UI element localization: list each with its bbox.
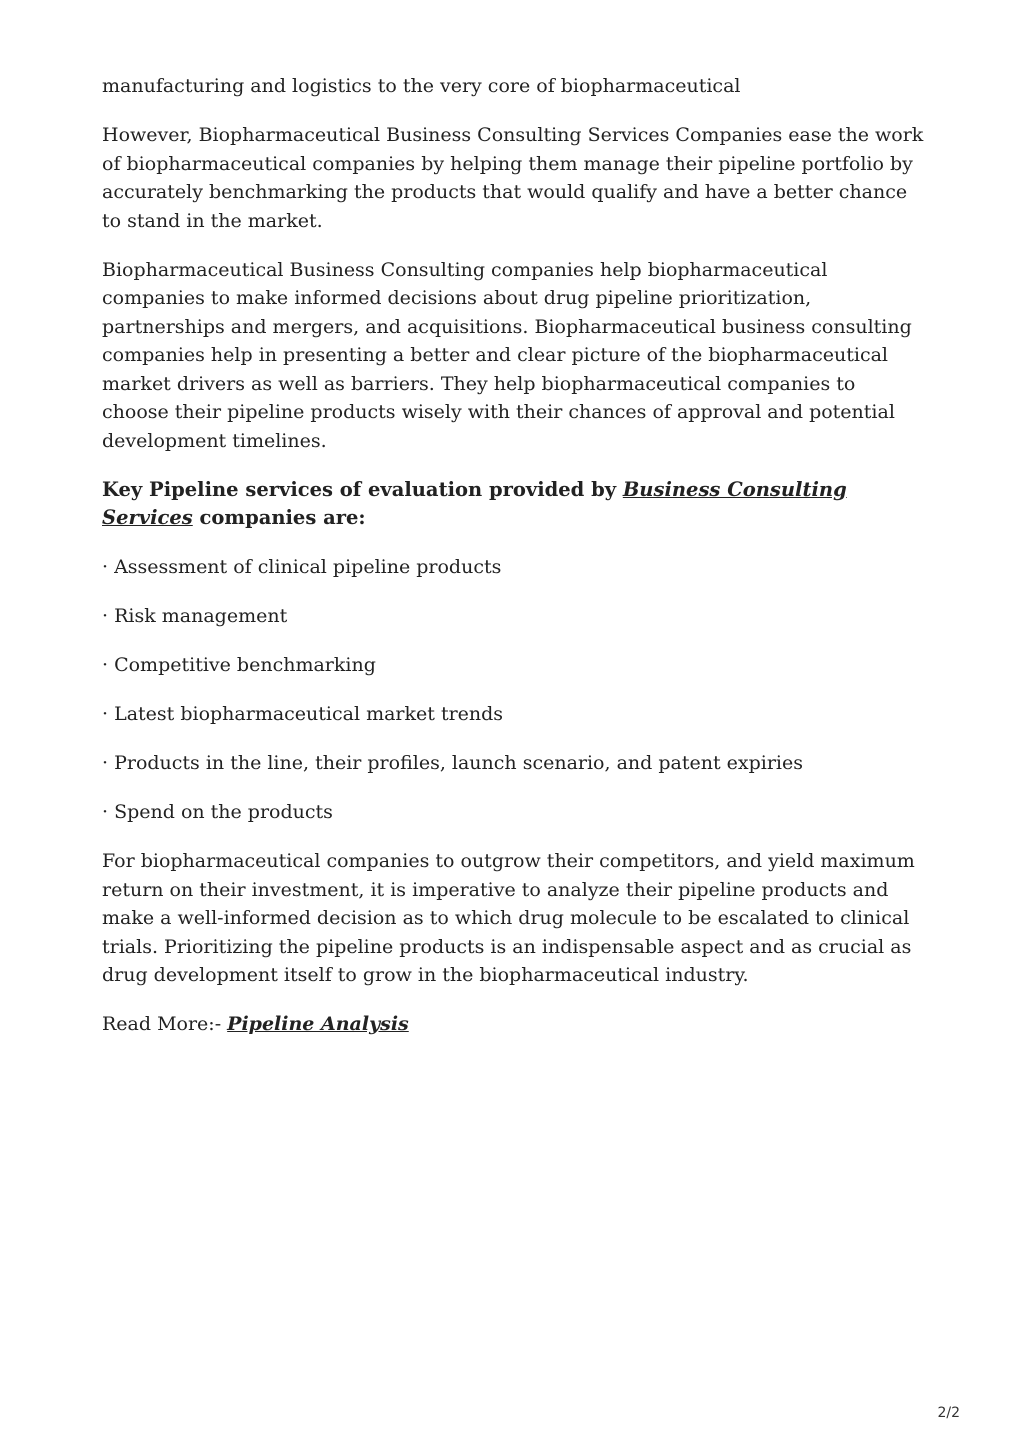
paragraph-intro-fragment: manufacturing and logistics to the very core of biopharmaceutical [102, 75, 741, 97]
services-list [102, 553, 924, 827]
business-consulting-services-link[interactable]: Business Consulting Services [102, 477, 847, 529]
list-item: · Latest biopharmaceutical market trends [102, 703, 504, 725]
list-item: · Assessment of clinical pipeline products [102, 556, 502, 578]
list-item: · Risk management [102, 605, 288, 627]
paragraph-consulting-ease: However, Biopharmaceutical Business Consulting Services Companies ease the work of biopharmaceutical companies by helping them manage their pipeline portfolio by accurately benchmarking the products that would qualify and have a better chance to stand in the market. [102, 124, 924, 232]
article-body [102, 72, 924, 1059]
key-services-heading [102, 476, 924, 533]
heading-prefix: Key Pipeline services of evaluation provided by [102, 477, 623, 501]
page-number: 2/2 [937, 1405, 960, 1421]
pipeline-analysis-link[interactable]: Pipeline Analysis [227, 1013, 409, 1035]
list-item: · Products in the line, their profiles, launch scenario, and patent expiries [102, 752, 803, 774]
heading-suffix: companies are: [192, 506, 366, 529]
paragraph-conclusion: For biopharmaceutical companies to outgrow their competitors, and yield maximum return on their investment, it is imperative to analyze their pipeline products and make a well-informed decision as to which drug molecule to be escalated to clinical trials. Prioritizing the pipeline products is an indispensable aspect and as crucial as drug development itself to grow in the biopharmaceutical industry. [102, 850, 915, 986]
read-more-label: Read More:- [102, 1013, 228, 1035]
read-more-line [102, 1010, 924, 1039]
list-item: · Spend on the products [102, 801, 333, 823]
paragraph-consulting-decisions: Biopharmaceutical Business Consulting companies help biopharmaceutical companies to make informed decisions about drug pipeline prioritization, partnerships and mergers, and acquisitions. Biopharmaceutical business consulting companies help in presenting a better and clear picture of the biopharmaceutical market drivers as well as barriers. They help biopharmaceutical companies to choose their pipeline products wisely with their chances of approval and potential development timelines. [102, 258, 912, 452]
list-item: · Competitive benchmarking [102, 654, 376, 676]
